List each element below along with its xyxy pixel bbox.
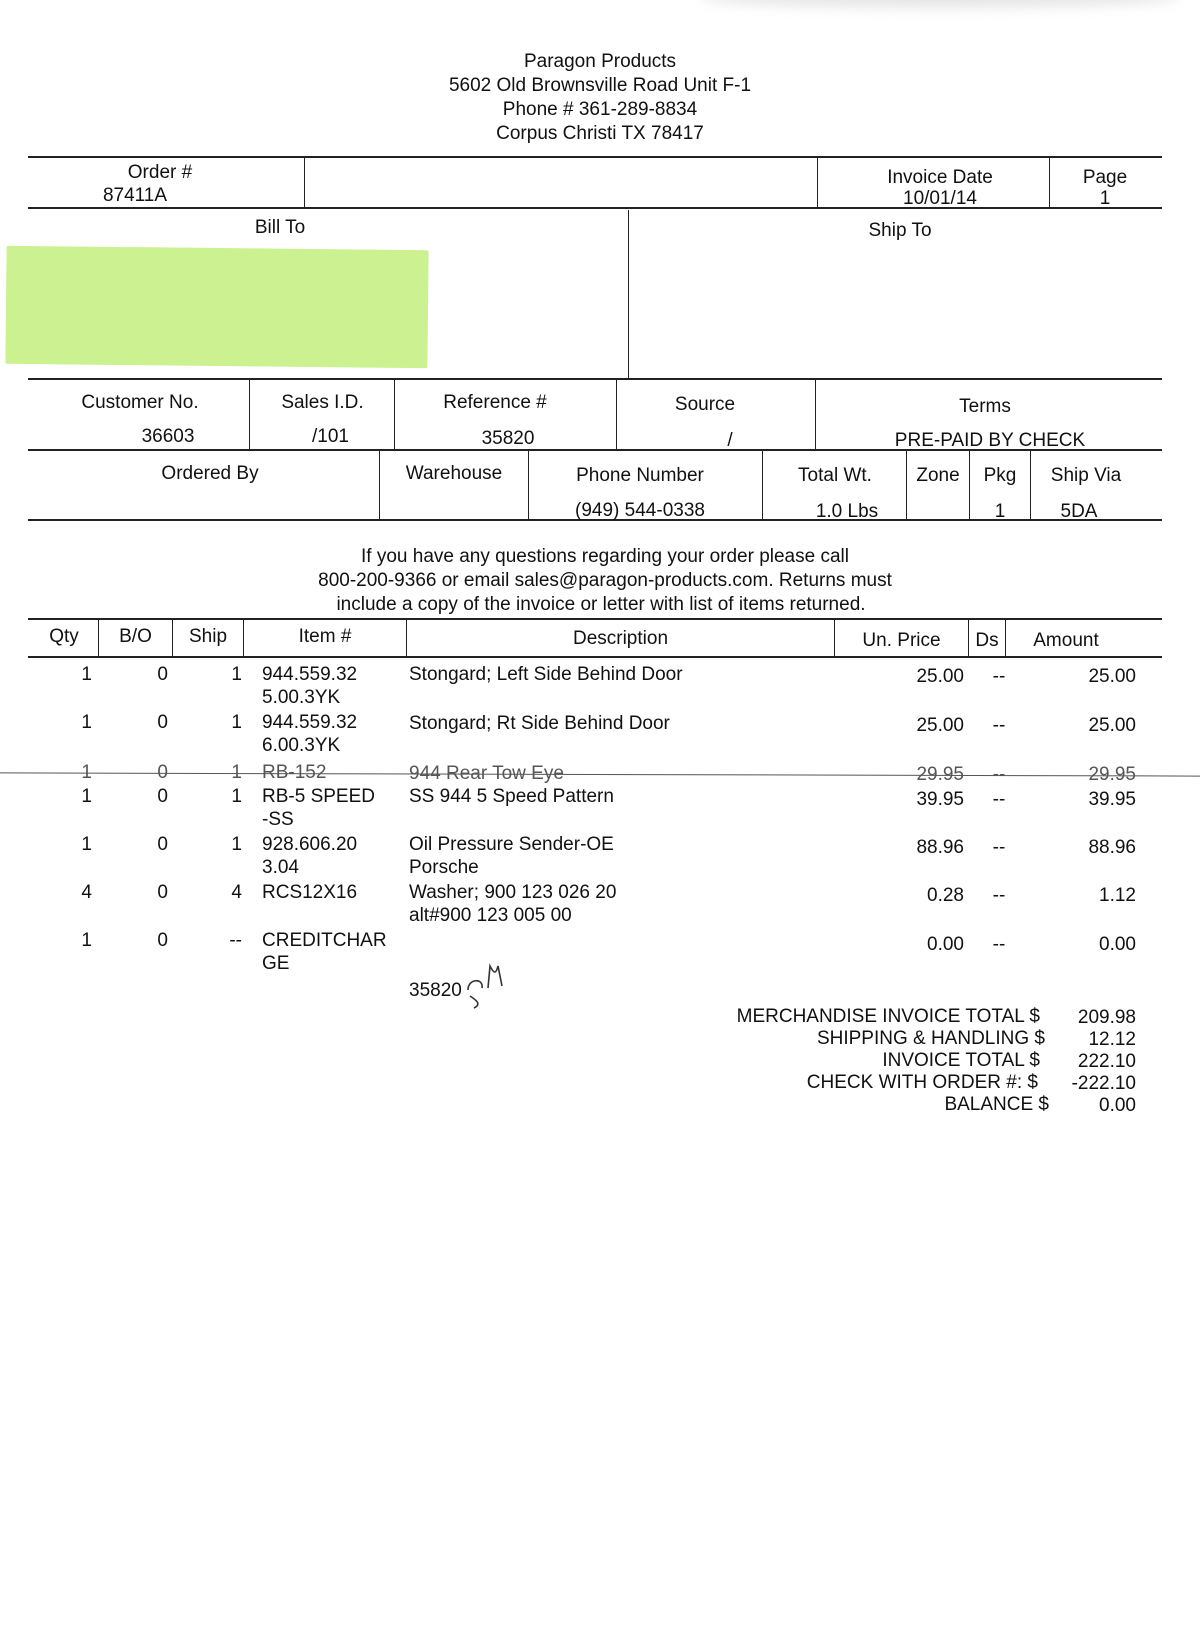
line-amount: 25.00 — [1088, 666, 1136, 687]
col-item: Item # — [298, 626, 352, 647]
invoice-date-label: Invoice Date — [887, 167, 993, 188]
line-bo: 0 — [157, 834, 168, 855]
line-bo: 0 — [157, 786, 168, 807]
invoice-date-value: 10/01/14 — [903, 188, 977, 209]
order-label: Order # — [127, 162, 193, 183]
merchandise-total-value: 209.98 — [1077, 1007, 1136, 1028]
check-with-order-value: -222.10 — [1071, 1073, 1136, 1094]
line-unit-price: 25.00 — [916, 715, 964, 736]
phone-number-label: Phone Number — [576, 465, 704, 486]
line-qty: 1 — [81, 786, 92, 807]
line-item-number: RB-5 SPEED — [262, 786, 375, 807]
redacted-address-block — [5, 246, 428, 368]
line-description: Stongard; Rt Side Behind Door — [409, 713, 670, 734]
line-qty: 1 — [81, 930, 92, 951]
pkg-label: Pkg — [983, 465, 1017, 486]
scan-shadow — [700, 0, 1180, 8]
line-amount: 1.12 — [1099, 885, 1136, 906]
total-wt-value: 1.0 Lbs — [815, 501, 879, 522]
line-unit-price: 0.28 — [927, 885, 964, 906]
rule — [817, 158, 818, 208]
notice-line-2: 800-200-9366 or email sales@paragon-products.com. Returns must — [318, 570, 892, 591]
line-ship: 1 — [231, 664, 242, 685]
page-label: Page — [1082, 167, 1128, 188]
line-bo: 0 — [157, 762, 168, 783]
rule — [28, 378, 1162, 380]
col-amount: Amount — [1033, 630, 1099, 651]
col-ds: Ds — [975, 630, 999, 651]
notice-line-1: If you have any questions regarding your order please call — [361, 546, 849, 567]
line-bo: 0 — [157, 664, 168, 685]
line-ds: -- — [992, 666, 1006, 687]
total-wt-label: Total Wt. — [798, 465, 872, 486]
line-amount: 0.00 — [1099, 934, 1136, 955]
col-qty: Qty — [49, 626, 79, 647]
line-ds: -- — [992, 715, 1006, 736]
line-item-number: RB-152 — [262, 762, 327, 783]
line-amount: 29.95 — [1088, 764, 1136, 785]
line-amount: 39.95 — [1088, 789, 1136, 810]
line-ds: -- — [992, 789, 1006, 810]
line-item-number: 944.559.32 — [262, 664, 358, 685]
rule — [616, 380, 617, 450]
rule — [28, 618, 1162, 620]
line-description-cont: alt#900 123 005 00 — [409, 905, 572, 926]
line-item-number-cont: GE — [262, 953, 290, 974]
line-bo: 0 — [157, 882, 168, 903]
line-qty: 1 — [81, 762, 92, 783]
line-bo: 0 — [157, 930, 168, 951]
line-amount: 88.96 — [1088, 837, 1136, 858]
line-item-number: 928.606.20 — [262, 834, 358, 855]
line-description-cont: Porsche — [409, 857, 479, 878]
merchandise-total-label: MERCHANDISE INVOICE TOTAL $ — [736, 1006, 1040, 1027]
rule — [304, 158, 305, 208]
line-description: Oil Pressure Sender-OE — [409, 834, 614, 855]
warehouse-label: Warehouse — [405, 463, 503, 484]
line-item-number: RCS12X16 — [262, 882, 358, 903]
line-qty: 1 — [81, 712, 92, 733]
sales-id-label: Sales I.D. — [281, 392, 364, 413]
reference-label: Reference # — [443, 392, 547, 413]
line-description: Washer; 900 123 026 20 — [409, 882, 617, 903]
company-city: Corpus Christi TX 78417 — [496, 123, 704, 144]
check-with-order-label: CHECK WITH ORDER #: $ — [806, 1072, 1038, 1093]
reference-value: 35820 — [481, 428, 535, 449]
rule — [1049, 158, 1050, 208]
col-ship: Ship — [188, 626, 228, 647]
terms-label: Terms — [959, 396, 1011, 417]
line-ds: -- — [992, 885, 1006, 906]
line-item-number: 944.559.32 — [262, 712, 358, 733]
rule — [28, 156, 1162, 158]
balance-value: 0.00 — [1099, 1095, 1136, 1116]
col-unit-price: Un. Price — [862, 630, 941, 651]
line-unit-price: 39.95 — [916, 789, 964, 810]
line-qty: 4 — [81, 882, 92, 903]
line-ds: -- — [992, 934, 1006, 955]
shipping-handling-value: 12.12 — [1088, 1029, 1136, 1050]
sales-id-value: /101 — [312, 426, 349, 447]
line-ship: 1 — [231, 786, 242, 807]
line-unit-price: 88.96 — [916, 837, 964, 858]
line-item-number: CREDITCHAR — [262, 930, 387, 951]
company-phone: Phone # 361-289-8834 — [502, 99, 698, 120]
col-bo: B/O — [119, 626, 152, 647]
balance-label: BALANCE $ — [944, 1094, 1049, 1115]
pkg-value: 1 — [994, 501, 1006, 522]
line-qty: 1 — [81, 664, 92, 685]
rule — [528, 451, 529, 519]
source-value: / — [727, 430, 733, 451]
line-item-number-cont: -SS — [262, 809, 294, 830]
shipping-handling-label: SHIPPING & HANDLING $ — [816, 1028, 1045, 1049]
line-unit-price: 29.95 — [916, 764, 964, 785]
handwritten-reference: 35820 — [409, 980, 462, 1001]
ship-to-label: Ship To — [868, 220, 932, 241]
line-unit-price: 0.00 — [927, 934, 964, 955]
customer-no-value: 36603 — [141, 426, 195, 447]
company-address: 5602 Old Brownsville Road Unit F-1 — [448, 75, 752, 96]
rule — [249, 380, 250, 450]
line-ship: 1 — [231, 762, 242, 783]
invoice-total-label: INVOICE TOTAL $ — [882, 1050, 1040, 1071]
line-ship: -- — [229, 930, 242, 951]
line-description: Stongard; Left Side Behind Door — [409, 664, 683, 685]
page-number: 1 — [1099, 188, 1111, 209]
notice-line-3: include a copy of the invoice or letter with list of items returned. — [336, 594, 866, 615]
line-ds: -- — [992, 764, 1006, 785]
line-unit-price: 25.00 — [916, 666, 964, 687]
line-bo: 0 — [157, 712, 168, 733]
line-description: 944 Rear Tow Eye — [409, 763, 564, 784]
line-ds: -- — [992, 837, 1006, 858]
rule — [815, 380, 816, 450]
line-ship: 1 — [231, 712, 242, 733]
order-number: 87411A — [102, 185, 168, 206]
handwritten-initials-icon — [462, 960, 522, 1010]
line-item-number-cont: 3.04 — [262, 857, 299, 878]
line-description: SS 944 5 Speed Pattern — [409, 786, 614, 807]
phone-number-value: (949) 544-0338 — [575, 500, 705, 521]
source-label: Source — [674, 394, 736, 415]
line-item-number-cont: 5.00.3YK — [262, 687, 341, 708]
line-ship: 1 — [231, 834, 242, 855]
zone-label: Zone — [916, 465, 960, 486]
ordered-by-label: Ordered By — [161, 463, 259, 484]
terms-value: PRE-PAID BY CHECK — [894, 430, 1086, 451]
line-amount: 25.00 — [1088, 715, 1136, 736]
line-qty: 1 — [81, 834, 92, 855]
customer-no-label: Customer No. — [81, 392, 199, 413]
bill-to-label: Bill To — [254, 217, 306, 238]
rule — [379, 451, 380, 519]
col-description: Description — [572, 628, 669, 649]
line-ship: 4 — [231, 882, 242, 903]
ship-via-value: 5DA — [1060, 501, 1098, 522]
line-item-number-cont: 6.00.3YK — [262, 735, 341, 756]
rule — [628, 210, 629, 380]
rule — [28, 656, 1162, 658]
invoice-total-value: 222.10 — [1077, 1051, 1136, 1072]
ship-via-label: Ship Via — [1050, 465, 1122, 486]
company-name: Paragon Products — [523, 51, 677, 72]
